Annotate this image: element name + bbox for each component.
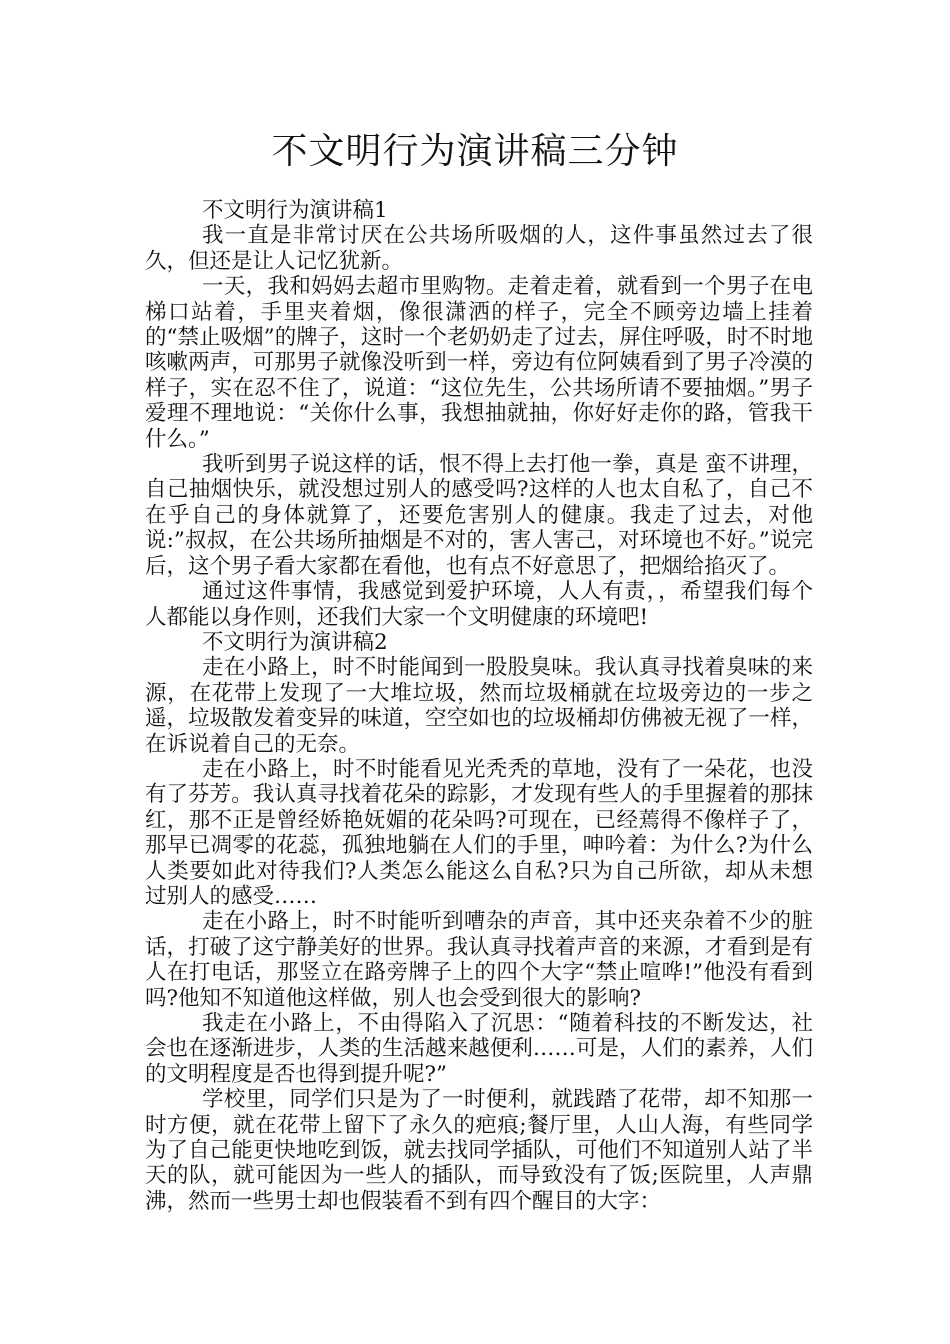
paragraph: 走在小路上，时不时能听到嘈杂的声音，其中还夹杂着不少的脏话，打破了这宁静美好的世界。我认真寻找着声音的来源，才看到是有人在打电话，那竖立在路旁牌子上的四个大字“禁止喧哗!”他没有看到吗?他知不知道他这样做，别人也会受到很大的影响? (145, 909, 813, 1011)
paragraph: 通过这件事情，我感觉到爱护环境，人人有责，，希望我们每个人都能以身作则，还我们大家一个文明健康的环境吧! (145, 579, 813, 630)
paragraph: 我一直是非常讨厌在公共场所吸烟的人，这件事虽然过去了很久，但还是让人记忆犹新。 (145, 223, 813, 274)
paragraph: 走在小路上，时不时能看见光秃秃的草地，没有了一朵花，也没有了芬芳。我认真寻找着花朵的踪影，才发现有些人的手里握着的那抹红，那不正是曾经娇艳妩媚的花朵吗?可现在，已经蔫得不像样子了，那早已凋零的花蕊，孤独地躺在人们的手里，呻吟着：为什么?为什么人类要如此对待我们?人类怎么能这么自私?只为自己所欲，却从未想过别人的感受…… (145, 756, 813, 909)
paragraph: 一天，我和妈妈去超市里购物。走着走着，就看到一个男子在电梯口站着，手里夹着烟，像很潇洒的样子，完全不顾旁边墙上挂着的“禁止吸烟”的牌子，这时一个老奶奶走了过去，屏住呼吸，时不时地咳嗽两声，可那男子就像没听到一样，旁边有位阿姨看到了男子冷漠的样子，实在忍不住了，说道：“这位先生，公共场所请不要抽烟。”男子爱理不理地说：“关你什么事，我想抽就抽，你好好走你的路，管我干什么。” (145, 274, 813, 452)
paragraph: 我听到男子说这样的话，恨不得上去打他一拳，真是 蛮不讲理，自己抽烟快乐，就没想过别人的感受吗?这样的人也太自私了，自己不在乎自己的身体就算了，还要危害别人的健康。我走了过去，对他说:”叔叔，在公共场所抽烟是不对的，害人害己，对环境也不好。”说完后，这个男子看大家都在看他，也有点不好意思了，把烟给掐灭了。 (145, 452, 813, 579)
document-body (145, 198, 813, 1214)
section-heading: 不文明行为演讲稿2 (202, 629, 388, 655)
document-title: 不文明行为演讲稿三分钟 (271, 131, 679, 172)
paragraph: 学校里，同学们只是为了一时便利，就践踏了花带，却不知那一时方便，就在花带上留下了永久的疤痕;餐厅里，人山人海，有些同学为了自己能更快地吃到饭，就去找同学插队，可他们不知道别人站了半天的队，就可能因为一些人的插队，而导致没有了饭;医院里，人声鼎沸，然而一些男士却也假装看不到有四个醒目的大字： (145, 1087, 813, 1214)
paragraph: 我走在小路上，不由得陷入了沉思：“随着科技的不断发达，社会也在逐渐进步，人类的生活越来越便利……可是，人们的素养，人们的文明程度是否也得到提升呢?” (145, 1011, 813, 1087)
section-heading: 不文明行为演讲稿1 (202, 198, 388, 223)
paragraph: 走在小路上，时不时能闻到一股股臭味。我认真寻找着臭味的来源，在花带上发现了一大堆垃圾，然而垃圾桶就在垃圾旁边的一步之遥，垃圾散发着变异的味道，空空如也的垃圾桶却仿佛被无视了一样，在诉说着自己的无奈。 (145, 655, 813, 757)
